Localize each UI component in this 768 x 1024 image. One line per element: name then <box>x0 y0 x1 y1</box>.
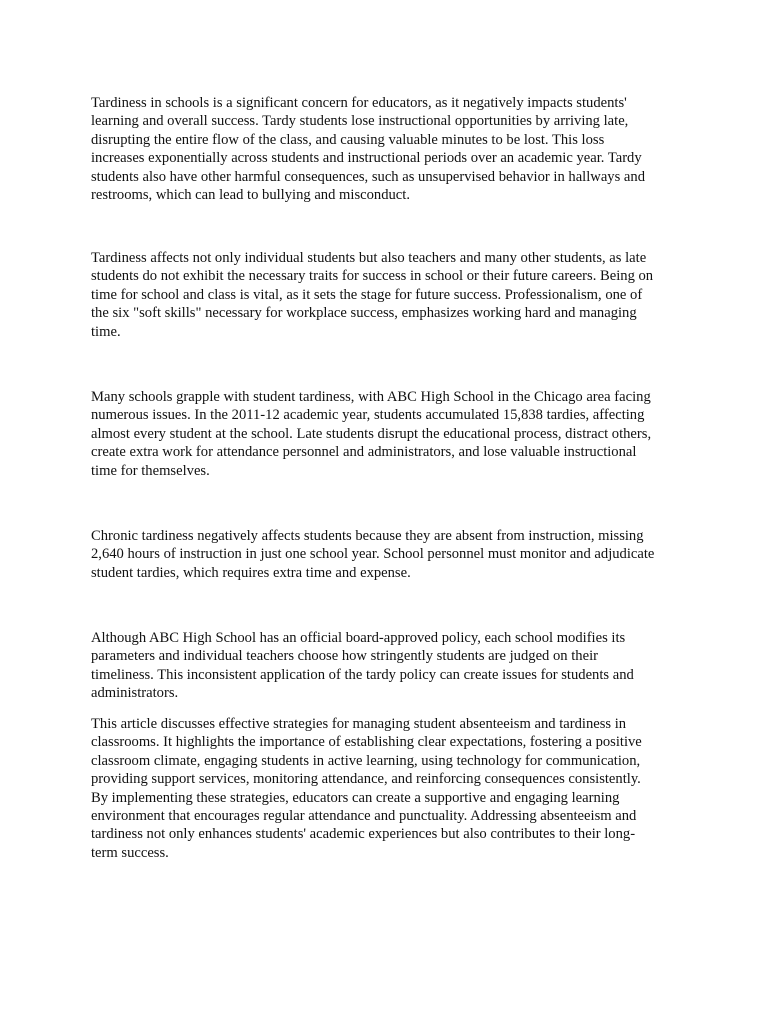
paragraph-chronic-tardiness: Chronic tardiness negatively affects students because they are absent from instruction, missing 2,640 hours of instruction in just one school year. School personnel must monitor and adjudicate student tardies, which requires extra time and expense. <box>91 528 655 581</box>
paragraph-abc-high-school: Many schools grapple with student tardiness, with ABC High School in the Chicago area facing numerous issues. In the 2011-12 academic year, students accumulated 15,838 tardies, affecting almost every student at the school. Late students disrupt the educational process, distract others, create extra work for attendance personnel and administrators, and lose valuable instructional time for themselves. <box>91 389 652 479</box>
paragraph-article-summary: This article discusses effective strategies for managing student absenteeism and tardiness in classrooms. It highlights the importance of establishing clear expectations, fostering a positive classroom climate, engaging students in active learning, using technology for communication, providing support services, monitoring attendance, and reinforcing consequences consistently. By implementing these strategies, educators can create a supportive and engaging learning environment that encourages regular attendance and punctuality. Addressing absenteeism and tardiness not only enhances students' academic experiences but also contributes to their long- term success. <box>91 716 642 861</box>
paragraph-tardy-policy: Although ABC High School has an official board-approved policy, each school modifies its parameters and individual teachers choose how stringently students are judged on their timeliness. This inconsistent application of the tardy policy can create issues for students and administrators. <box>91 630 634 702</box>
paragraph-tardiness-concern: Tardiness in schools is a significant concern for educators, as it negatively impacts students' learning and overall success. Tardy students lose instructional opportunities by arriving late, disrupting the entire flow of the class, and causing valuable minutes to be lost. This loss increases exponentially across students and instructional periods over an academic year. Tardy students also have other harmful consequences, such as unsupervised behavior in hallways and restrooms, which can lead to bullying and misconduct. <box>91 95 646 204</box>
paragraph-tardiness-effects: Tardiness affects not only individual students but also teachers and many other students, as late students do not exhibit the necessary traits for success in school or their future careers. Being on time for school and class is vital, as it sets the stage for future success. Professionalism, one of the six "soft skills" necessary for workplace success, emphasizes working hard and managing time. <box>91 250 654 340</box>
